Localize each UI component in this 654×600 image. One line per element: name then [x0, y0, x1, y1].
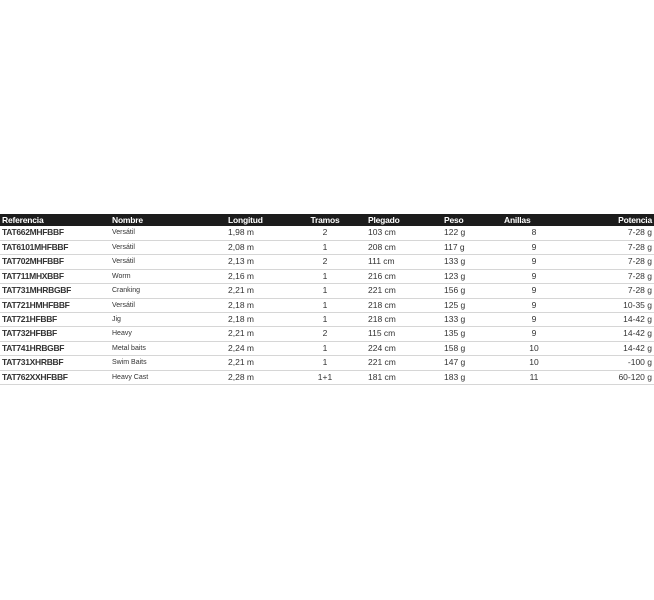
cell-anillas: 10 [529, 342, 539, 353]
cell-peso: 125 g [444, 299, 466, 310]
cell-nombre: Heavy Cast [112, 373, 149, 381]
cell-plegado: 218 cm [368, 313, 396, 324]
cell-plegado: 221 cm [368, 285, 396, 296]
cell-tramos: 1 [322, 357, 328, 368]
cell-tramos: 1 [322, 285, 328, 296]
cell-longitud: 2,24 m [228, 342, 254, 353]
table-row [0, 341, 654, 355]
header-longitud: Longitud [228, 215, 263, 225]
cell-nombre: Versátil [112, 243, 135, 251]
cell-plegado: 103 cm [368, 227, 396, 238]
table-row [0, 327, 654, 341]
cell-nombre: Heavy [112, 330, 132, 338]
cell-plegado: 224 cm [368, 342, 396, 353]
header-peso: Peso [444, 215, 464, 225]
table-row [0, 312, 654, 326]
cell-longitud: 2,16 m [228, 270, 254, 281]
cell-potencia: 60-120 g [618, 371, 652, 382]
cell-tramos: 2 [322, 256, 328, 267]
cell-anillas: 9 [531, 313, 537, 324]
header-plegado: Plegado [368, 215, 400, 225]
cell-tramos: 1 [322, 342, 328, 353]
cell-peso: 158 g [444, 342, 466, 353]
cell-peso: 135 g [444, 328, 466, 339]
cell-anillas: 11 [529, 371, 539, 382]
cell-referencia: TAT662MHFBBF [2, 227, 64, 238]
cell-plegado: 221 cm [368, 357, 396, 368]
table-body [0, 226, 654, 384]
cell-plegado: 115 cm [368, 328, 396, 339]
cell-referencia: TAT711MHXBBF [2, 270, 64, 281]
cell-referencia: TAT741HRBGBF [2, 342, 65, 353]
cell-referencia: TAT732HFBBF [2, 328, 57, 339]
table-row [0, 226, 654, 240]
cell-referencia: TAT702MHFBBF [2, 256, 64, 267]
header-potencia: Potencia [618, 215, 652, 225]
cell-tramos: 1 [322, 241, 328, 252]
cell-longitud: 2,18 m [228, 299, 254, 310]
cell-tramos: 1 [322, 299, 328, 310]
cell-nombre: Worm [112, 272, 131, 280]
cell-peso: 156 g [444, 285, 466, 296]
cell-peso: 122 g [444, 227, 466, 238]
cell-anillas: 9 [531, 299, 537, 310]
cell-referencia: TAT721HFBBF [2, 313, 57, 324]
cell-anillas: 8 [531, 227, 537, 238]
cell-potencia: 7-28 g [627, 256, 652, 267]
cell-peso: 133 g [444, 313, 466, 324]
table-row [0, 255, 654, 269]
cell-potencia: 7-28 g [627, 270, 652, 281]
cell-anillas: 9 [531, 241, 537, 252]
cell-longitud: 1,98 m [228, 227, 254, 238]
cell-potencia: 7-28 g [627, 227, 652, 238]
cell-nombre: Swim Baits [112, 359, 147, 367]
cell-referencia: TAT731MHRBGBF [2, 285, 71, 296]
cell-tramos: 2 [322, 227, 328, 238]
cell-anillas: 9 [531, 256, 537, 267]
cell-referencia: TAT762XXHFBBF [2, 371, 68, 382]
header-tramos: Tramos [310, 215, 340, 225]
table-row [0, 240, 654, 254]
cell-plegado: 218 cm [368, 299, 396, 310]
cell-tramos: 1 [322, 270, 328, 281]
cell-nombre: Versátil [112, 229, 135, 237]
cell-longitud: 2,08 m [228, 241, 254, 252]
cell-potencia: 14-42 g [623, 313, 652, 324]
cell-nombre: Metal baits [112, 344, 146, 352]
cell-longitud: 2,18 m [228, 313, 254, 324]
cell-longitud: 2,21 m [228, 328, 254, 339]
table-row [0, 284, 654, 298]
table-header [0, 214, 654, 226]
cell-peso: 147 g [444, 357, 466, 368]
cell-peso: 183 g [444, 371, 466, 382]
cell-referencia: TAT721HMHFBBF [2, 299, 70, 310]
cell-nombre: Versátil [112, 301, 135, 309]
cell-nombre: Versátil [112, 258, 135, 266]
cell-peso: 117 g [444, 241, 465, 252]
cell-potencia: 10-35 g [623, 299, 652, 310]
cell-tramos: 1 [322, 313, 328, 324]
table-row [0, 298, 654, 312]
cell-peso: 123 g [444, 270, 466, 281]
table-row [0, 269, 654, 283]
header-row [0, 214, 654, 226]
cell-nombre: Cranking [112, 287, 141, 295]
cell-anillas: 9 [531, 328, 537, 339]
cell-referencia: TAT731XHRBBF [2, 357, 64, 368]
rod-spec-table [0, 214, 654, 385]
cell-longitud: 2,21 m [228, 285, 254, 296]
cell-longitud: 2,28 m [228, 371, 254, 382]
cell-anillas: 9 [531, 270, 537, 281]
header-nombre: Nombre [112, 215, 143, 225]
cell-plegado: 111 cm [368, 256, 395, 267]
table-row [0, 370, 654, 384]
cell-plegado: 216 cm [368, 270, 396, 281]
cell-referencia: TAT6101MHFBBF [2, 241, 69, 252]
cell-anillas: 10 [529, 357, 539, 368]
cell-potencia: 7-28 g [627, 285, 652, 296]
cell-plegado: 181 cm [368, 371, 396, 382]
header-referencia: Referencia [2, 215, 44, 225]
cell-potencia: 14-42 g [623, 328, 652, 339]
cell-peso: 133 g [444, 256, 466, 267]
cell-potencia: -100 g [627, 357, 652, 368]
cell-tramos: 1+1 [317, 371, 333, 382]
cell-plegado: 208 cm [368, 241, 396, 252]
cell-longitud: 2,21 m [228, 357, 254, 368]
cell-anillas: 9 [531, 285, 537, 296]
cell-potencia: 7-28 g [627, 241, 652, 252]
cell-tramos: 2 [322, 328, 328, 339]
table-row [0, 356, 654, 370]
cell-longitud: 2,13 m [228, 256, 254, 267]
cell-potencia: 14-42 g [623, 342, 652, 353]
header-anillas: Anillas [504, 215, 531, 225]
cell-nombre: Jig [112, 315, 121, 323]
